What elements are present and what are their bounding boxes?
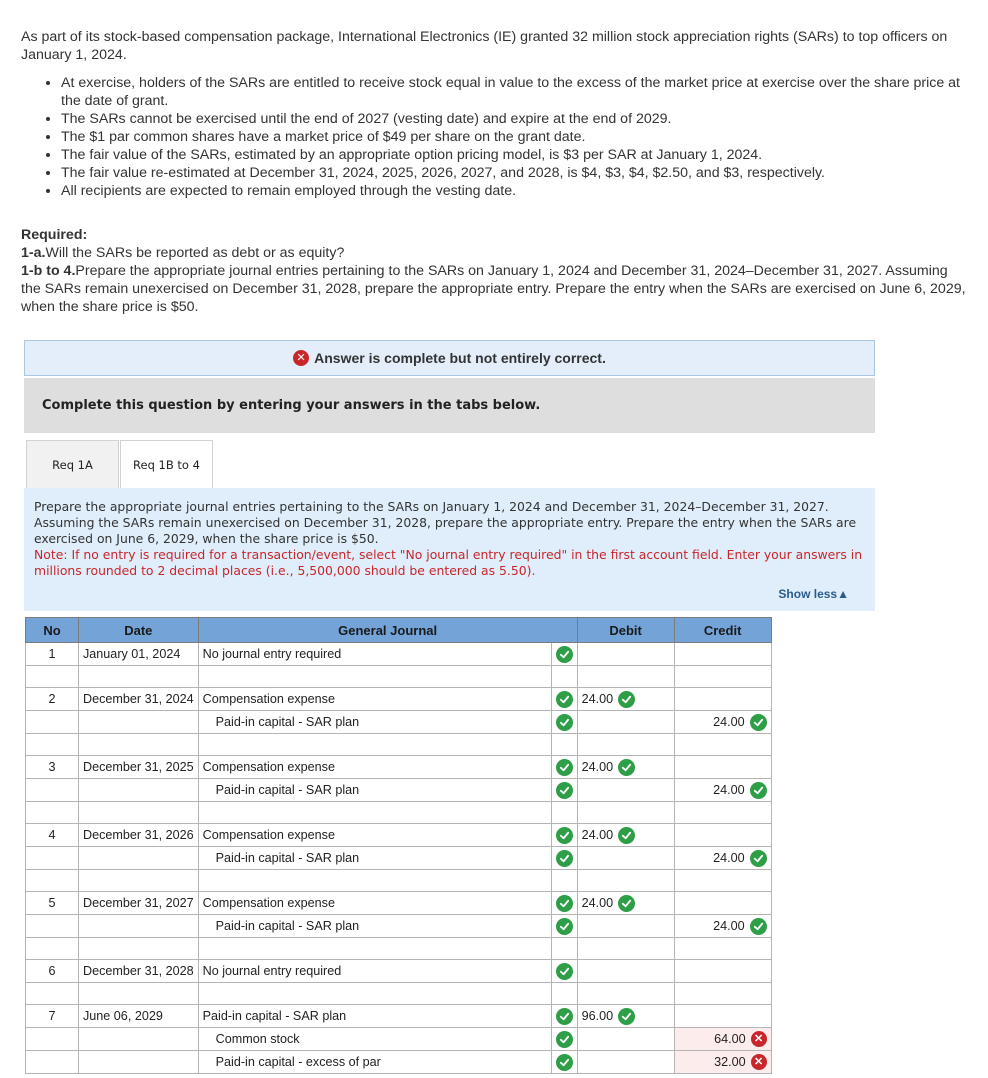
fact-item: • The fair value of the SARs, estimated by an appropriate option pricing model, is $3 per SAR at January 1, 2024.: [61, 146, 966, 164]
credit-input[interactable]: [674, 915, 771, 938]
account-select[interactable]: Compensation expense: [198, 824, 551, 847]
date-cell[interactable]: December 31, 2025: [79, 756, 199, 779]
tab-label: Req 1A: [52, 457, 93, 472]
account-select[interactable]: Paid-in capital - SAR plan: [198, 1005, 551, 1028]
empty-cell[interactable]: [674, 802, 771, 824]
fact-item: • The SARs cannot be exercised until the end of 2027 (vesting date) and expire at the end of 2029.: [61, 110, 966, 128]
empty-cell[interactable]: [577, 870, 674, 892]
tab-label: Req 1B to 4: [133, 457, 200, 472]
check-icon: [556, 646, 573, 663]
table-header-row: [26, 618, 772, 643]
spacer-row: [26, 734, 772, 756]
empty-cell[interactable]: [79, 734, 199, 756]
entry-number: [26, 847, 79, 870]
check-icon: [618, 827, 635, 844]
date-cell[interactable]: [79, 915, 199, 938]
debit-value: 24.00: [581, 692, 614, 706]
empty-cell[interactable]: [674, 938, 771, 960]
empty-cell[interactable]: [198, 734, 551, 756]
empty-cell[interactable]: [79, 983, 199, 1005]
empty-cell: [551, 938, 577, 960]
credit-input[interactable]: [674, 1028, 771, 1051]
empty-cell[interactable]: [577, 983, 674, 1005]
empty-cell[interactable]: [674, 666, 771, 688]
credit-value: 24.00: [713, 919, 745, 933]
credit-value: 32.00: [714, 1055, 746, 1069]
credit-input[interactable]: [674, 824, 771, 847]
empty-cell[interactable]: [577, 938, 674, 960]
check-icon: [556, 1031, 573, 1048]
fact-item: • All recipients are expected to remain employed through the vesting date.: [61, 182, 966, 200]
table-row: [26, 1051, 772, 1074]
empty-cell: [26, 870, 79, 892]
table-row: [26, 915, 772, 938]
check-icon: [556, 963, 573, 980]
empty-cell: [26, 983, 79, 1005]
q1a-text: Will the SARs be reported as debt or as equity?: [45, 245, 345, 261]
show-less-link[interactable]: Show less▲: [778, 587, 849, 601]
empty-cell: [26, 666, 79, 688]
date-cell[interactable]: December 31, 2024: [79, 688, 199, 711]
account-select[interactable]: Paid-in capital - SAR plan: [198, 915, 551, 938]
x-circle-icon: ✕: [751, 1054, 767, 1070]
empty-cell[interactable]: [198, 666, 551, 688]
check-icon: [556, 918, 573, 935]
banner-text: Answer is complete but not entirely correct.: [314, 350, 606, 366]
empty-cell[interactable]: [577, 734, 674, 756]
account-select[interactable]: Compensation expense: [198, 756, 551, 779]
entry-number: 2: [26, 688, 79, 711]
debit-input[interactable]: [577, 643, 674, 666]
col-header-debit: Debit: [577, 618, 674, 643]
entry-number: [26, 1028, 79, 1051]
entry-number: [26, 779, 79, 802]
col-header-credit: Credit: [674, 618, 771, 643]
entry-number: 1: [26, 643, 79, 666]
entry-number: [26, 1051, 79, 1074]
date-cell[interactable]: December 31, 2028: [79, 960, 199, 983]
fact-item: • At exercise, holders of the SARs are entitled to receive stock equal in value to the excess of the market price at exercise over the share price at the date of grant.: [61, 74, 966, 110]
check-icon: [618, 759, 635, 776]
entry-number: 5: [26, 892, 79, 915]
account-status: [551, 1028, 577, 1051]
spacer-row: [26, 802, 772, 824]
instructions-note: Note: If no entry is required for a transaction/event, select "No journal entry required" in the first account field. Enter your answers in millions rounded to 2 decimal places (i.e., 5,500,000 should be entered as 5.50).: [34, 547, 863, 578]
credit-input[interactable]: [674, 892, 771, 915]
spacer-row: [26, 666, 772, 688]
empty-cell[interactable]: [79, 938, 199, 960]
debit-input[interactable]: [577, 892, 674, 915]
debit-input[interactable]: [577, 824, 674, 847]
debit-value: 24.00: [581, 760, 614, 774]
account-status: [551, 915, 577, 938]
table-row: [26, 711, 772, 734]
date-cell[interactable]: [79, 1051, 199, 1074]
check-icon: [618, 691, 635, 708]
tab-instructions: [24, 488, 875, 611]
debit-input[interactable]: [577, 1051, 674, 1074]
table-row: [26, 779, 772, 802]
check-icon: [556, 850, 573, 867]
check-icon: [556, 1008, 573, 1025]
debit-value: 24.00: [581, 828, 614, 842]
empty-cell: [26, 734, 79, 756]
credit-input[interactable]: [674, 1051, 771, 1074]
credit-input[interactable]: [674, 960, 771, 983]
problem-intro: [21, 28, 966, 200]
empty-cell[interactable]: [198, 802, 551, 824]
date-cell[interactable]: December 31, 2026: [79, 824, 199, 847]
empty-cell: [551, 734, 577, 756]
q1b-label: 1-b to 4.: [21, 263, 76, 279]
account-status: [551, 847, 577, 870]
debit-input[interactable]: [577, 847, 674, 870]
x-circle-icon: ✕: [751, 1031, 767, 1047]
account-select[interactable]: Paid-in capital - SAR plan: [198, 711, 551, 734]
account-select[interactable]: Compensation expense: [198, 688, 551, 711]
date-cell[interactable]: December 31, 2027: [79, 892, 199, 915]
empty-cell[interactable]: [198, 983, 551, 1005]
required-section: [21, 226, 966, 316]
credit-input[interactable]: [674, 847, 771, 870]
debit-input[interactable]: [577, 779, 674, 802]
empty-cell[interactable]: [674, 734, 771, 756]
account-status: [551, 779, 577, 802]
check-icon: [556, 782, 573, 799]
account-status: [551, 960, 577, 983]
empty-cell: [26, 938, 79, 960]
account-status: [551, 711, 577, 734]
entry-number: 4: [26, 824, 79, 847]
check-icon: [618, 895, 635, 912]
credit-value: 24.00: [713, 851, 745, 865]
col-header-date: Date: [79, 618, 199, 643]
account-status: [551, 643, 577, 666]
credit-value: 24.00: [713, 783, 745, 797]
instructions-text: Prepare the appropriate journal entries pertaining to the SARs on January 1, 2024 and December 31, 2024–December 31, 2027. Assuming the SARs remain unexercised on December 31, 2028, prepare the appropriate entry. Prepare the entry when the SARs are exercised on June 6, 2029, when the share price is $50.: [34, 499, 857, 546]
q1b-text: Prepare the appropriate journal entries pertaining to the SARs on January 1, 2024 and December 31, 2024–December 31, 2027. Assuming the SARs remain unexercised on December 31, 2028, prepare the appropriate entry. Prepare the entry when the SARs are exercised on June 6, 2029, when the share price is $50.: [21, 263, 966, 315]
account-status: [551, 824, 577, 847]
account-status: [551, 1051, 577, 1074]
table-row: [26, 756, 772, 779]
empty-cell[interactable]: [79, 802, 199, 824]
debit-input[interactable]: [577, 1028, 674, 1051]
table-row: [26, 847, 772, 870]
date-cell[interactable]: [79, 1028, 199, 1051]
credit-input[interactable]: [674, 756, 771, 779]
empty-cell[interactable]: [674, 870, 771, 892]
tab-req-1a[interactable]: [26, 440, 119, 488]
check-icon: [556, 691, 573, 708]
debit-input[interactable]: [577, 960, 674, 983]
empty-cell: [551, 666, 577, 688]
entry-number: [26, 915, 79, 938]
date-cell[interactable]: [79, 847, 199, 870]
table-row: [26, 960, 772, 983]
check-icon: [750, 782, 767, 799]
account-status: [551, 1005, 577, 1028]
account-select[interactable]: Common stock: [198, 1028, 551, 1051]
intro-paragraph: As part of its stock-based compensation package, International Electronics (IE) granted 32 million stock appreciation rights (SARs) to top officers on January 1, 2024.: [21, 29, 948, 63]
complete-text: Complete this question by entering your answers in the tabs below.: [42, 398, 541, 413]
debit-input[interactable]: [577, 915, 674, 938]
x-circle-icon: ✕: [293, 350, 309, 366]
entry-number: 3: [26, 756, 79, 779]
check-icon: [618, 1008, 635, 1025]
date-cell[interactable]: January 01, 2024: [79, 643, 199, 666]
debit-input[interactable]: [577, 711, 674, 734]
result-banner: [24, 340, 875, 376]
table-row: [26, 892, 772, 915]
table-row: [26, 643, 772, 666]
col-header-journal: General Journal: [198, 618, 577, 643]
check-icon: [556, 827, 573, 844]
facts-list: [21, 74, 966, 200]
credit-input[interactable]: [674, 779, 771, 802]
empty-cell[interactable]: [198, 938, 551, 960]
account-status: [551, 756, 577, 779]
account-status: [551, 688, 577, 711]
credit-input[interactable]: [674, 688, 771, 711]
check-icon: [556, 714, 573, 731]
credit-input[interactable]: [674, 1005, 771, 1028]
account-select[interactable]: Compensation expense: [198, 892, 551, 915]
check-icon: [556, 1054, 573, 1071]
entry-number: [26, 711, 79, 734]
check-icon: [750, 714, 767, 731]
credit-value: 24.00: [713, 715, 745, 729]
table-row: [26, 1005, 772, 1028]
account-status: [551, 892, 577, 915]
account-select[interactable]: Paid-in capital - excess of par: [198, 1051, 551, 1074]
entry-number: 6: [26, 960, 79, 983]
credit-input[interactable]: [674, 643, 771, 666]
empty-cell: [551, 983, 577, 1005]
q1a-label: 1-a.: [21, 245, 46, 261]
empty-cell[interactable]: [577, 802, 674, 824]
date-cell[interactable]: [79, 711, 199, 734]
empty-cell: [551, 870, 577, 892]
empty-cell: [26, 802, 79, 824]
table-row: [26, 1028, 772, 1051]
tab-req-1b-to-4[interactable]: [120, 440, 213, 488]
check-icon: [750, 850, 767, 867]
account-select[interactable]: Paid-in capital - SAR plan: [198, 847, 551, 870]
entry-number: 7: [26, 1005, 79, 1028]
date-cell[interactable]: [79, 779, 199, 802]
credit-input[interactable]: [674, 711, 771, 734]
instruction-header: [24, 378, 875, 433]
check-icon: [556, 759, 573, 776]
spacer-row: [26, 983, 772, 1005]
empty-cell[interactable]: [79, 666, 199, 688]
account-select[interactable]: Paid-in capital - SAR plan: [198, 779, 551, 802]
debit-value: 24.00: [581, 896, 614, 910]
spacer-row: [26, 870, 772, 892]
check-icon: [750, 918, 767, 935]
spacer-row: [26, 938, 772, 960]
credit-value: 64.00: [714, 1032, 746, 1046]
date-cell[interactable]: June 06, 2029: [79, 1005, 199, 1028]
debit-value: 96.00: [581, 1009, 614, 1023]
account-select[interactable]: No journal entry required: [198, 960, 551, 983]
debit-input[interactable]: [577, 756, 674, 779]
empty-cell[interactable]: [577, 666, 674, 688]
col-header-no: No: [26, 618, 79, 643]
table-row: [26, 688, 772, 711]
empty-cell[interactable]: [198, 870, 551, 892]
debit-input[interactable]: [577, 688, 674, 711]
debit-input[interactable]: [577, 1005, 674, 1028]
account-select[interactable]: No journal entry required: [198, 643, 551, 666]
required-heading: Required:: [21, 227, 88, 243]
fact-item: • The $1 par common shares have a market price of $49 per share on the grant date.: [61, 128, 966, 146]
fact-item: • The fair value re-estimated at December 31, 2024, 2025, 2026, 2027, and 2028, is $4, $3, $4, $2.50, and $3, respectively.: [61, 164, 966, 182]
general-journal-table: [25, 617, 772, 1074]
check-icon: [556, 895, 573, 912]
empty-cell[interactable]: [79, 870, 199, 892]
empty-cell: [551, 802, 577, 824]
table-row: [26, 824, 772, 847]
empty-cell[interactable]: [674, 983, 771, 1005]
